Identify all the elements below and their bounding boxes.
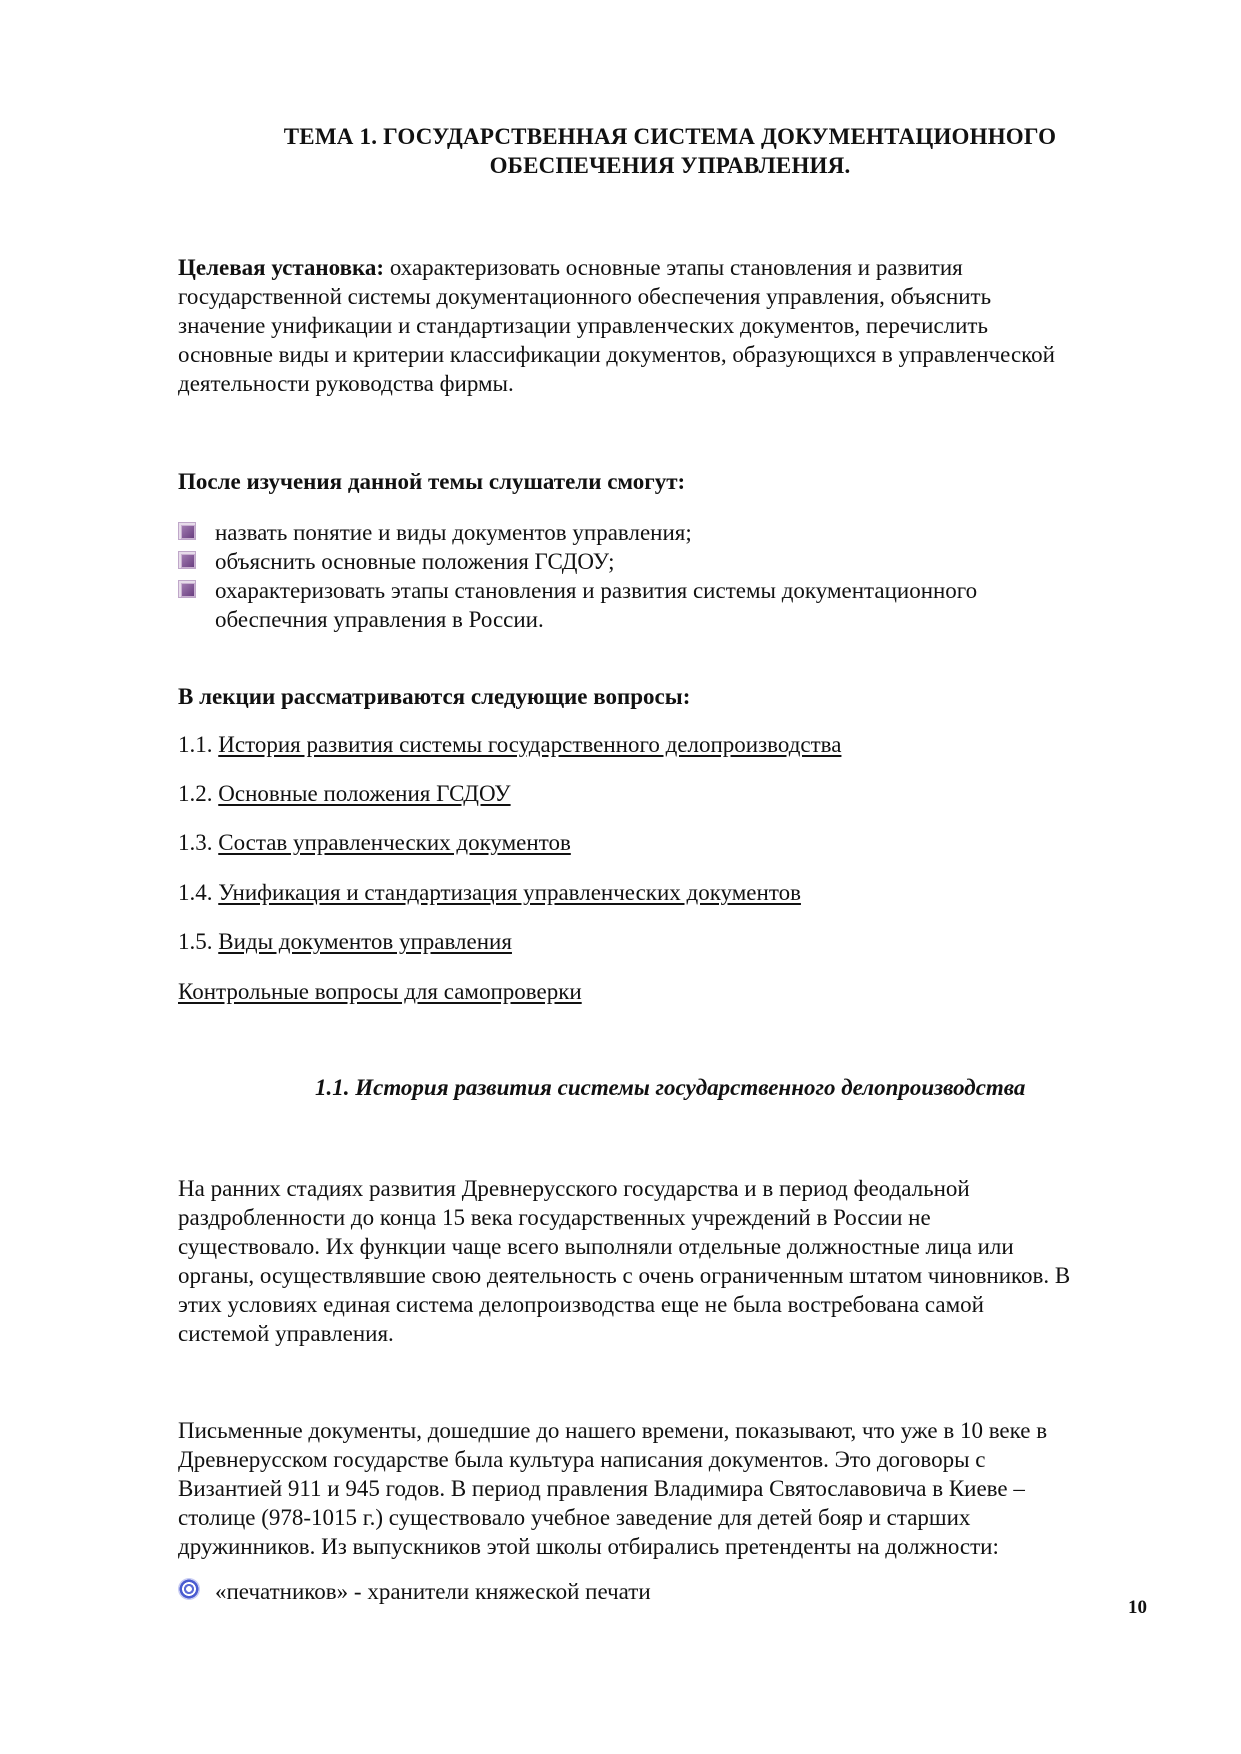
page-number: 10 — [1128, 1597, 1147, 1618]
square-bullet-icon — [178, 522, 196, 540]
goal-line-4: основные виды и критерии классификации документов, образующихся в управленческой — [178, 342, 1055, 367]
toc-item-4: 1.4. Унификация и стандартизация управленческих документов — [178, 880, 801, 905]
section-paragraph-1: На ранних стадиях развития Древнерусского государства и в период феодальной раздробленности до конца 15 века государственных учреждений в России не существовало. Их функции чаще всего выполняли отдельные должностные лица или органы, осуществлявшие свою деятельность с очень ограниченным штатом чиновников. В этих условиях единая система делопроизводства еще не была востребована самой системой управления. — [178, 1176, 1071, 1346]
goal-label: Целевая установка: — [178, 255, 385, 280]
document-page: ТЕМА 1. ГОСУДАРСТВЕННАЯ СИСТЕМА ДОКУМЕНТАЦИОННОГО ОБЕСПЕЧЕНИЯ УПРАВЛЕНИЯ. Целевая установка: охарактеризовать основные этапы становления и развития государственной системы документационного обеспечения управления, объяснить значение унификации и стандартизации управленческих документов, перечислить основные виды и критерии классификации документов, образующихся в управленческой деятельности руководства фирмы. После изучения данной темы слушатели смогут: назвать понятие и виды документов управления; объяснить основные положения ГСДОУ; охарактеризовать этапы становления и развития системы документационного обеспечния управления в России. В лекции рассматриваются следующие вопросы: 1.1. История развития системы государственного делопроизводства 1.2. Основные положения ГСДОУ 1.3. Состав управленческих документов 1.4. Унификация и стандартизация управленческих документов 1.5. Виды документов управления Контрольные вопросы для самопроверки 1.1. История развития системы государственного делопроизводства На ранних стадиях развития Древнерусского государства и в период феодальной раздробленности до конца 15 века государственных учреждений в России не существовало. Их функции чаще всего выполняли отдельные должностные лица или органы, осуществлявшие свою деятельность с очень ограниченным штатом чиновников. В этих условиях единая система делопроизводства еще не была востребована самой системой управления. Письменные документы, дошедшие до нашего времени, показывают, что уже в 10 веке в Древнерусском государстве была культура написания документов. Это договоры с Византией 911 и 945 годов. В период правления Владимира Святославовича в Киеве – столице (978-1015 г.) существовало учебное заведение для детей бояр и старших дружинников. Из выпускников этой школы отбирались претенденты на должности: «печатников» - хранители княжеской печати 10 — [0, 0, 1241, 1754]
toc-item-1: 1.1. История развития системы государственного делопроизводства — [178, 732, 842, 757]
section-title: 1.1. История развития системы государственного делопроизводства — [315, 1075, 1026, 1100]
goal-line-1: охарактеризовать основные этапы становления и развития — [384, 255, 963, 280]
toc-link-4[interactable]: Унификация и стандартизация управленческих документов — [218, 880, 801, 905]
title-line-1: ТЕМА 1. ГОСУДАРСТВЕННАЯ СИСТЕМА ДОКУМЕНТАЦИОННОГО — [283, 124, 1057, 149]
toc-item-5: 1.5. Виды документов управления — [178, 929, 512, 954]
toc-link-control[interactable]: Контрольные вопросы для самопроверки — [178, 979, 582, 1004]
goal-line-3: значение унификации и стандартизации управленческих документов, перечислить — [178, 313, 988, 338]
toc-link-1[interactable]: История развития системы государственного делопроизводства — [218, 732, 842, 757]
toc-link-5[interactable]: Виды документов управления — [218, 929, 512, 954]
square-bullet-icon — [178, 580, 196, 598]
title-line-2: ОБЕСПЕЧЕНИЯ УПРАВЛЕНИЯ. — [489, 153, 851, 178]
goal-paragraph — [178, 253, 1178, 398]
spiral-bullet-icon — [178, 1578, 200, 1600]
toc-item-2: 1.2. Основные положения ГСДОУ — [178, 781, 511, 806]
square-bullet-icon — [178, 551, 196, 569]
toc-control-questions — [178, 979, 582, 1005]
toc-item-3: 1.3. Состав управленческих документов — [178, 830, 571, 855]
page-title — [150, 122, 1190, 180]
section-paragraph-2: Письменные документы, дошедшие до нашего времени, показывают, что уже в 10 веке в Древнерусском государстве была культура написания документов. Это договоры с Византией 911 и 945 годов. В период правления Владимира Святославовича в Киеве – столице (978-1015 г.) существовало учебное заведение для детей бояр и старших дружинников. Из выпускников этой школы отбирались претенденты на должности: — [178, 1418, 1048, 1559]
goal-line-2: государственной системы документационного обеспечения управления, объяснить — [178, 284, 992, 309]
toc-link-2[interactable]: Основные положения ГСДОУ — [218, 781, 511, 806]
questions-heading: В лекции рассматриваются следующие вопросы: — [178, 684, 691, 709]
outcomes-heading: После изучения данной темы слушатели смогут: — [178, 469, 686, 494]
toc-link-3[interactable]: Состав управленческих документов — [218, 830, 571, 855]
goal-line-5: деятельности руководства фирмы. — [178, 371, 514, 396]
